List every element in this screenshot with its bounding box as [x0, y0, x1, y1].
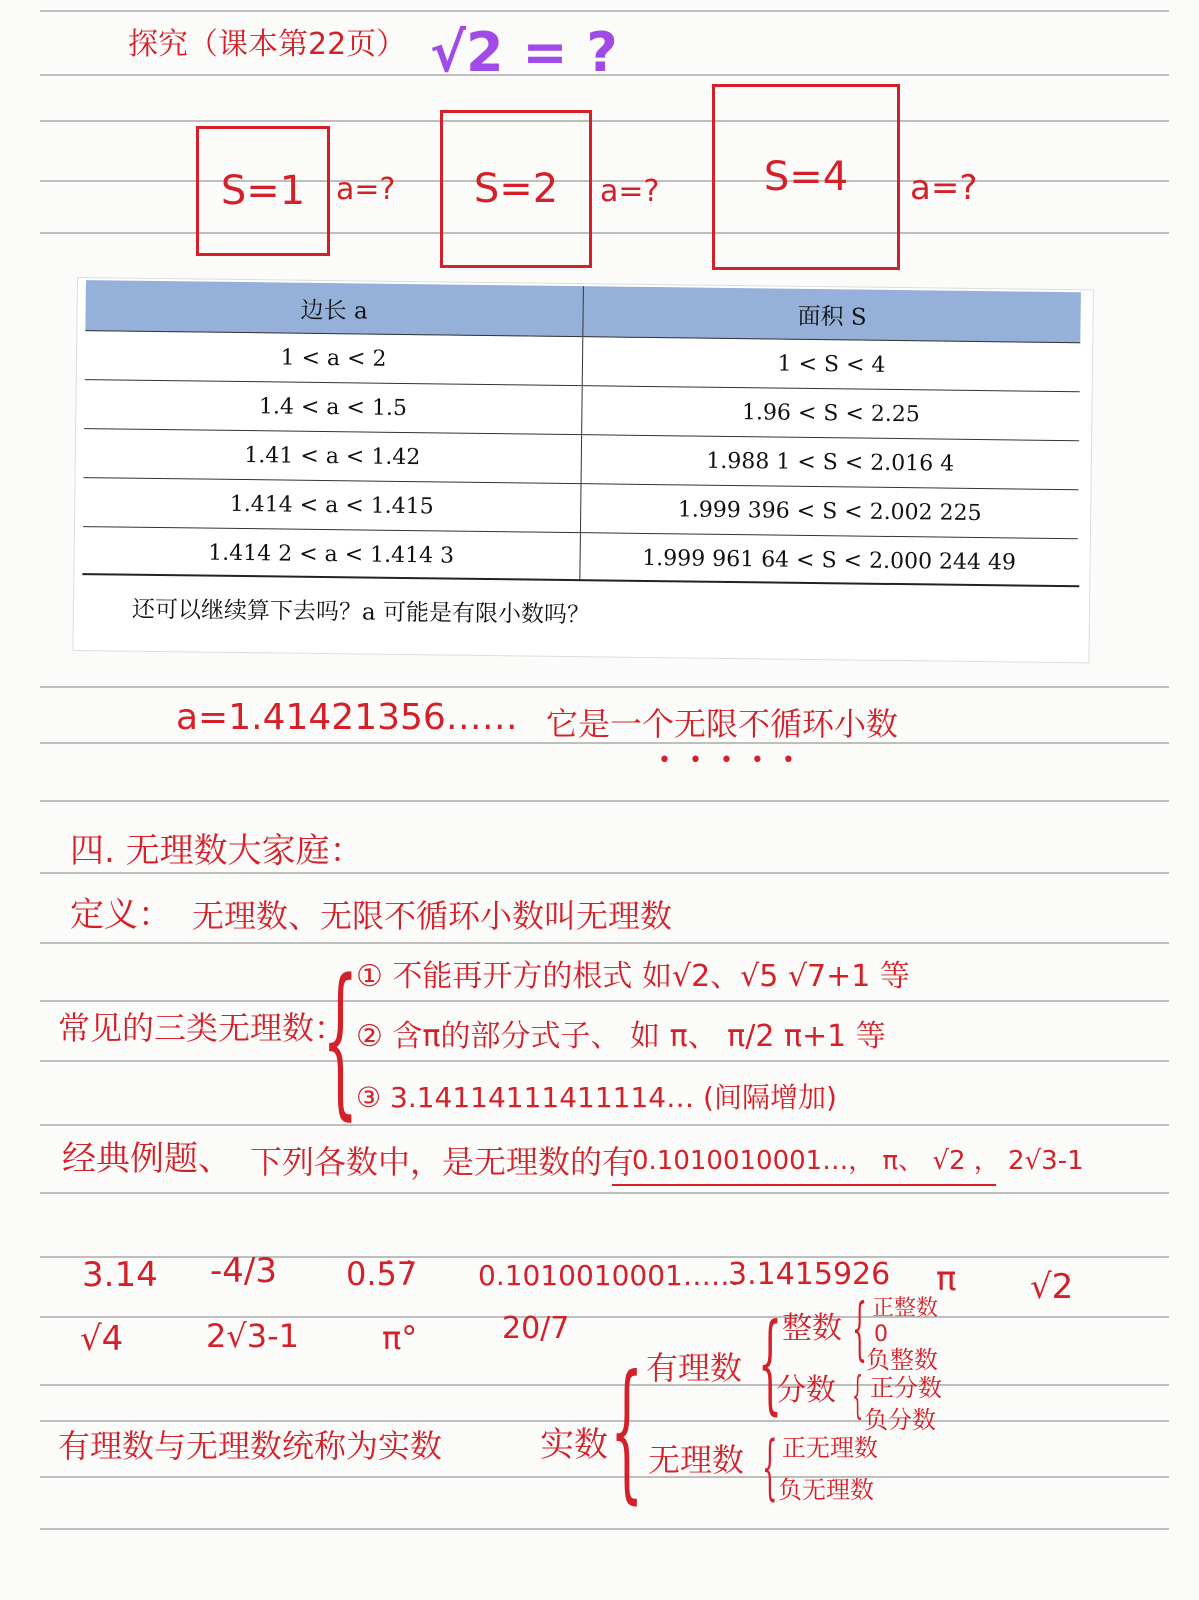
real-brace: { — [610, 1344, 644, 1518]
number-item: √4 — [80, 1319, 124, 1359]
side-label: a=? — [336, 172, 396, 207]
section-title: 四. 无理数大家庭： — [70, 831, 364, 871]
area-range: 1.96 < S < 2.25 — [582, 386, 1080, 441]
sqrt2-comment: 它是一个无限不循环小数 — [546, 705, 899, 743]
number-item: 2√3-1 — [206, 1317, 300, 1355]
area-label: S=4 — [763, 154, 849, 200]
number-item: 3.14 — [82, 1255, 158, 1295]
rational-label: 有理数 — [646, 1349, 743, 1387]
types-brace: { — [322, 944, 359, 1135]
side-range: 1.414 2 < a < 1.414 3 — [82, 527, 580, 582]
answer-underline — [612, 1184, 996, 1186]
side-range: 1 < a < 2 — [85, 331, 583, 386]
integer-brace: { — [852, 1290, 868, 1369]
side-label: a=? — [600, 174, 660, 209]
zero: 0 — [874, 1322, 888, 1347]
number-item: π — [936, 1259, 957, 1299]
square-area-1 — [196, 126, 330, 256]
square-area-2 — [440, 110, 592, 268]
fraction-brace: { — [852, 1366, 864, 1424]
side-range: 1.41 < a < 1.42 — [84, 429, 582, 484]
negative-integer: 负整数 — [866, 1346, 938, 1374]
area-range: 1.999 961 64 < S < 2.000 244 49 — [580, 533, 1078, 588]
irrational-brace: { — [762, 1426, 778, 1508]
types-label: 常见的三类无理数： — [58, 1009, 347, 1047]
number-item: √2 — [1030, 1267, 1074, 1307]
real-number-label: 实数 — [540, 1425, 608, 1465]
number-item: 0.5̇7̇ — [346, 1255, 418, 1293]
example-prompt: 下列各数中，是无理数的有 — [250, 1143, 635, 1181]
integer-label: 整数 — [782, 1311, 842, 1346]
side-range: 1.4 < a < 1.5 — [84, 380, 582, 435]
table-question: 还可以继续算下去吗？a 可能是有限小数吗？ — [131, 596, 591, 629]
irrational-label: 无理数 — [648, 1441, 745, 1479]
square-area-4 — [712, 84, 900, 270]
emphasis-dots: ••••• — [658, 748, 813, 773]
real-number-statement: 有理数与无理数统称为实数 — [58, 1427, 443, 1465]
side-label: a=? — [910, 168, 978, 208]
explore-heading: 探究（课本第22页） — [128, 27, 407, 62]
area-label: S=1 — [220, 168, 306, 214]
area-range: 1.988 1 < S < 2.016 4 — [581, 435, 1079, 490]
positive-irrational: 正无理数 — [782, 1434, 878, 1462]
positive-integer: 正整数 — [872, 1296, 939, 1321]
definition-text: 无理数、无限不循环小数叫无理数 — [192, 897, 673, 935]
positive-fraction: 正分数 — [870, 1374, 942, 1402]
header-area: 面积 S — [583, 286, 1081, 343]
example-answer: 0.1010010001…， π、 √2 ， 2√3-1 — [632, 1146, 1084, 1176]
rational-brace: { — [758, 1301, 783, 1426]
number-item: -4/3 — [210, 1251, 277, 1291]
type-1: ① 不能再开方的根式 如√2、√5 √7+1 等 — [356, 959, 910, 994]
sqrt2-question: √2 = ? — [430, 21, 618, 84]
area-range: 1 < S < 4 — [582, 337, 1080, 392]
number-item: π° — [382, 1319, 418, 1357]
number-item: 0.1010010001…… — [478, 1259, 739, 1292]
number-item: 20/7 — [502, 1311, 570, 1346]
sqrt2-value: a=1.41421356…… — [176, 697, 518, 738]
header-side-length: 边长 a — [85, 280, 583, 337]
area-range: 1.999 396 < S < 2.002 225 — [580, 484, 1078, 539]
area-label: S=2 — [473, 166, 559, 212]
negative-irrational: 负无理数 — [778, 1476, 874, 1504]
type-3: ③ 3.14114111411114… (间隔增加) — [356, 1081, 837, 1114]
example-label: 经典例题、 — [62, 1139, 232, 1179]
definition-label: 定义： — [70, 895, 172, 935]
side-range: 1.414 < a < 1.415 — [83, 478, 581, 533]
side-area-table — [82, 280, 1081, 587]
fraction-label: 分数 — [776, 1373, 836, 1408]
number-item: 3.1415926 — [728, 1257, 891, 1292]
negative-fraction: 负分数 — [864, 1406, 936, 1434]
textbook-table-clipping — [73, 278, 1092, 662]
type-2: ② 含π的部分式子、 如 π、 π/2 π+1 等 — [356, 1019, 886, 1054]
